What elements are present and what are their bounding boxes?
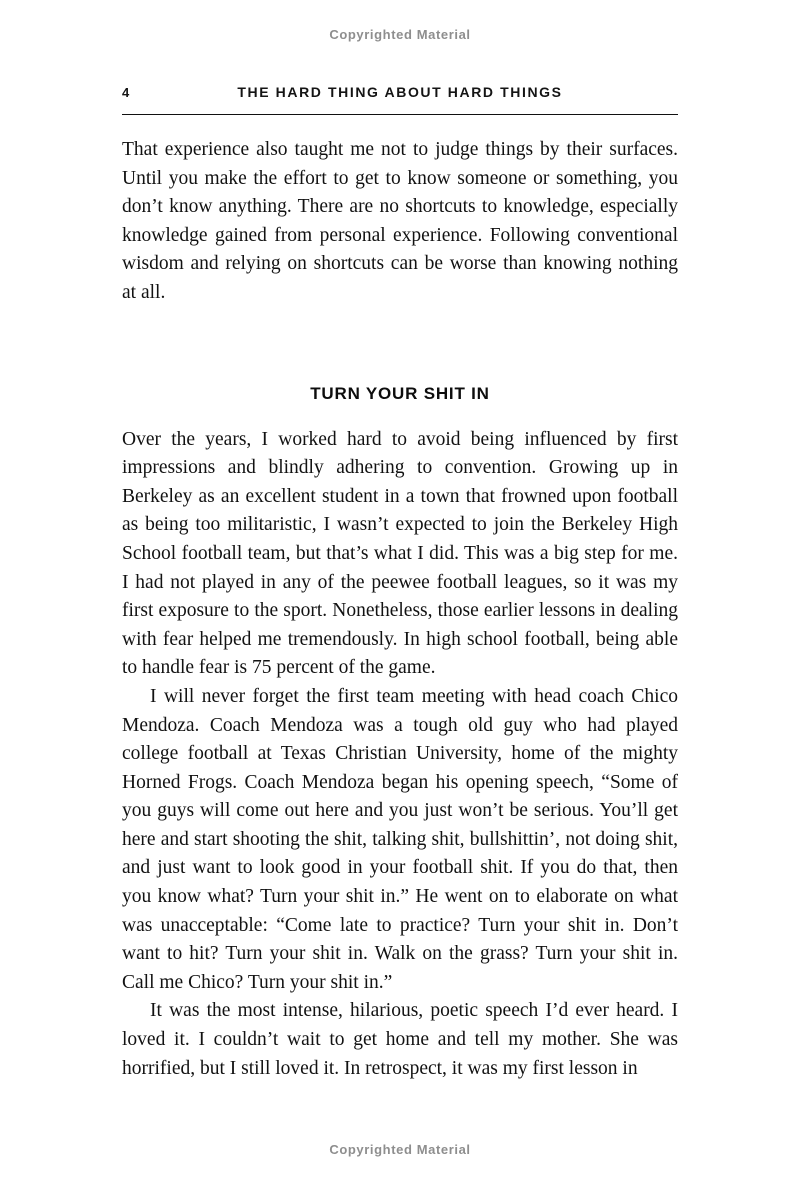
copyright-notice-bottom: Copyrighted Material [329,1142,471,1157]
intro-paragraph: That experience also taught me not to judge things by their surfaces. Until you make the effort to get to know someone or something, you don’t know anything. There are no shortcuts to knowledge, especially knowledge gained from personal experience. Following conventional wisdom and relying on shortcuts can be worse than knowing nothing at all. [122,139,678,303]
section-heading: TURN YOUR SHIT IN [310,383,490,403]
body-paragraph: It was the most intense, hilarious, poetic speech I’d ever heard. I loved it. I couldn’t wait to get home and tell my mother. She was horrified, but I still loved it. In retrospect, it was my first lesson in [122,1000,678,1079]
running-header [122,84,678,102]
body-paragraph: I will never forget the first team meeting with head coach Chico Mendoza. Coach Mendoza was a tough old guy who had played college football at Texas Christian University, home of the mighty Horned Frogs. Coach Mendoza began his opening speech, “Some of you guys will come out here and you just won’t be serious. You’ll get here and start shooting the shit, talking shit, bullshittin’, not doing shit, and just want to look good in your football shit. If you do that, then you know what? Turn your shit in.” He went on to elaborate on what was unacceptable: “Come late to practice? Turn your shit in. Don’t want to hit? Turn your shit in. Walk on the grass? Turn your shit in. Call me Chico? Turn your shit in.” [122,685,678,993]
copyright-notice-top: Copyrighted Material [329,27,471,42]
running-title: THE HARD THING ABOUT HARD THINGS [237,84,563,100]
body-paragraph: Over the years, I worked hard to avoid being influenced by first impressions and blindly adhering to convention. Growing up in Berkeley as an excellent student in a town that frowned upon football as being too militaristic, I wasn’t expected to join the Berkeley High School football team, but that’s what I did. This was a big step for me. I had not played in any of the peewee football leagues, so it was my first exposure to the sport. Nonetheless, those earlier lessons in dealing with fear helped me tremendously. In high school football, being able to handle fear is 75 percent of the game. [122,428,678,679]
page-content [122,84,678,1083]
page-number: 4 [122,85,130,100]
header-rule [122,114,678,115]
